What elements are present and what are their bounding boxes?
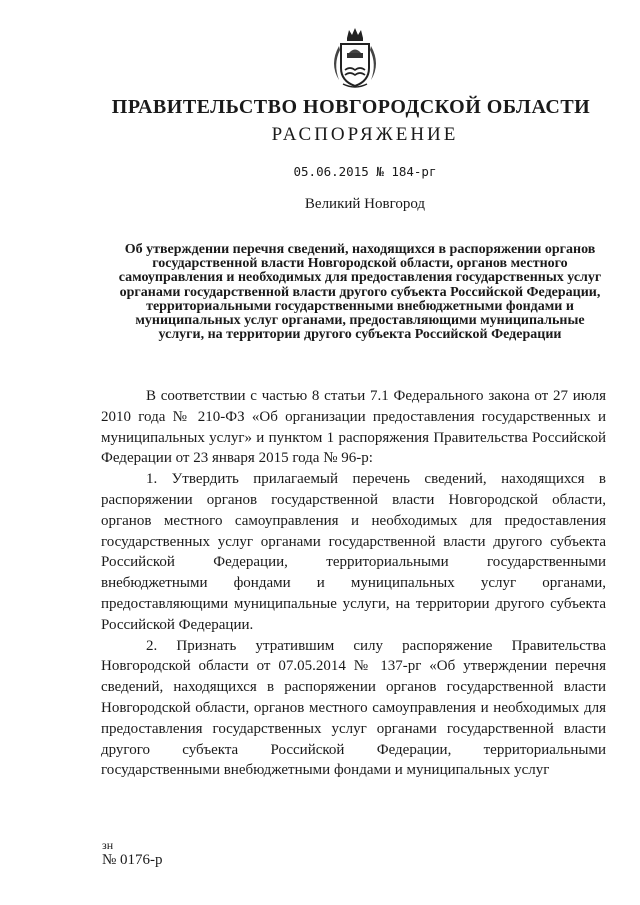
- footer-number: № 0176-р: [102, 852, 163, 868]
- footer-code: зн: [102, 838, 114, 852]
- preamble-paragraph: В соответствии с частью 8 статьи 7.1 Федерального закона от 27 июля 2010 года № 210-ФЗ «Об организации предоставления государственных и муниципальных услуг» и пунктом 1 распоряжения Правительства Российской Федерации от 23 января 2015 года № 96-р:: [101, 388, 606, 467]
- coat-of-arms-emblem: [325, 24, 385, 90]
- government-title: ПРАВИТЕЛЬСТВО НОВГОРОДСКОЙ ОБЛАСТИ: [111, 96, 591, 118]
- footer-reference: [102, 838, 163, 868]
- document-body: [101, 386, 606, 781]
- item-2-paragraph: 2. Признать утратившим силу распоряжение Правительства Новгородской области от 07.05.2014 № 137-рг «Об утверждении перечня сведений, находящихся в распоряжении органов государственной власти Новгородской области, органов местного самоуправления и необходимых для предоставления государственных услуг органами государственной власти другого субъекта Российской Федерации, территориальными государственными внебюджетными фондами и муниципальных услуг: [101, 637, 606, 779]
- document-subject: Об утверждении перечня сведений, находящихся в распоряжении органов государственной власти Новгородской области, органов местного самоуправления и необходимых для предоставления государственных услуг органами государственной власти другого субъекта Российской Федерации, территориальными государственными внебюджетными фондами и муниципальных услуг органами, предоставляющими муниципальные услуги, на территории другого субъекта Российской Федерации: [118, 242, 602, 343]
- item-1-paragraph: 1. Утвердить прилагаемый перечень сведений, находящихся в распоряжении органов государственной власти Новгородской области, органов местного самоуправления и необходимых для предоставления государственных услуг органами государственной власти другого субъекта Российской Федерации, территориальными государственными внебюджетными фондами и муниципальных услуг органами, предоставляющими муниципальные услуги, на территории другого субъекта Российской Федерации.: [101, 471, 606, 633]
- document-date-number: 05.06.2015 № 184-рг: [293, 164, 437, 179]
- document-type: РАСПОРЯЖЕНИЕ: [271, 124, 459, 145]
- document-place: Великий Новгород: [304, 196, 426, 212]
